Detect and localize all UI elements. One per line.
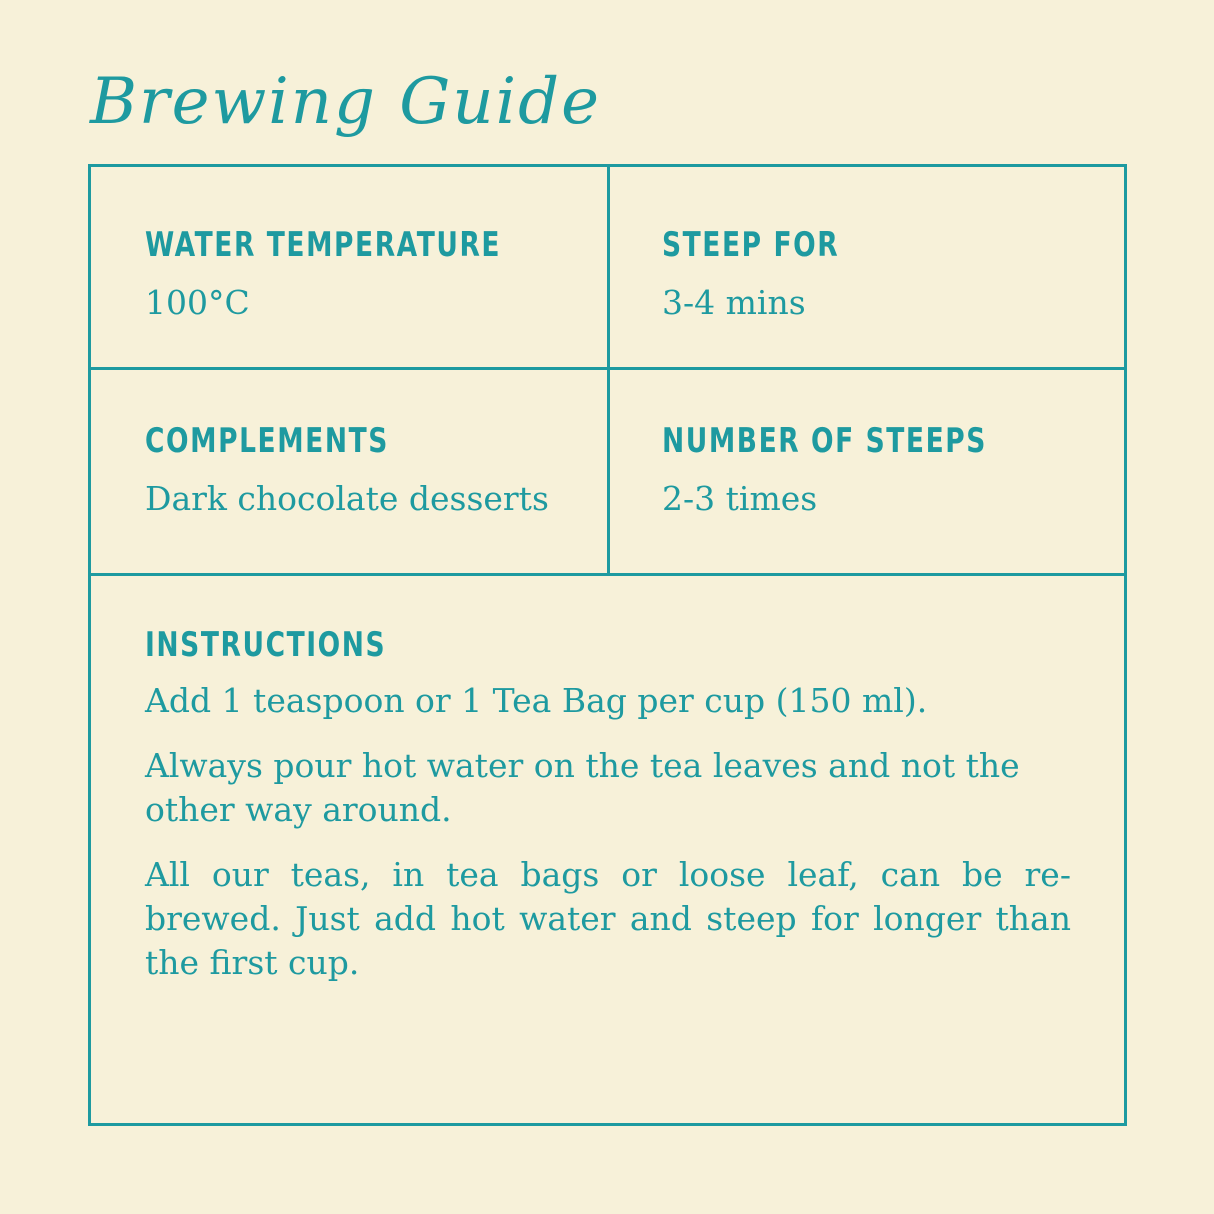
cell-water-temperature	[145, 225, 602, 323]
instruction-paragraph: Add 1 teaspoon or 1 Tea Bag per cup (150 ml).	[145, 681, 928, 720]
cell-steep-for	[662, 225, 889, 323]
cell-complements	[145, 421, 549, 519]
water-temperature-value: 100°C	[145, 283, 250, 322]
cell-number-of-steeps	[662, 421, 1079, 519]
steep-for-label: STEEP FOR	[662, 225, 840, 265]
instructions-section	[145, 625, 1071, 1006]
number-of-steeps-label: NUMBER OF STEEPS	[662, 421, 987, 461]
brewing-guide-table	[88, 164, 1127, 1126]
complements-value: Dark chocolate desserts	[145, 479, 549, 518]
complements-label: COMPLEMENTS	[145, 421, 389, 461]
instruction-paragraph: All our teas, in tea bags or loose leaf, can be re-brewed. Just add hot water and steep for longer than the first cup.	[145, 855, 1071, 982]
instructions-label: INSTRUCTIONS	[145, 625, 387, 665]
page-title: Brewing Guide	[90, 65, 601, 139]
column-divider	[607, 167, 610, 576]
number-of-steeps-value: 2-3 times	[662, 479, 818, 518]
instruction-paragraph: Always pour hot water on the tea leaves and not the other way around.	[145, 746, 1020, 829]
water-temperature-label: WATER TEMPERATURE	[145, 225, 502, 265]
steep-for-value: 3-4 mins	[662, 283, 806, 322]
